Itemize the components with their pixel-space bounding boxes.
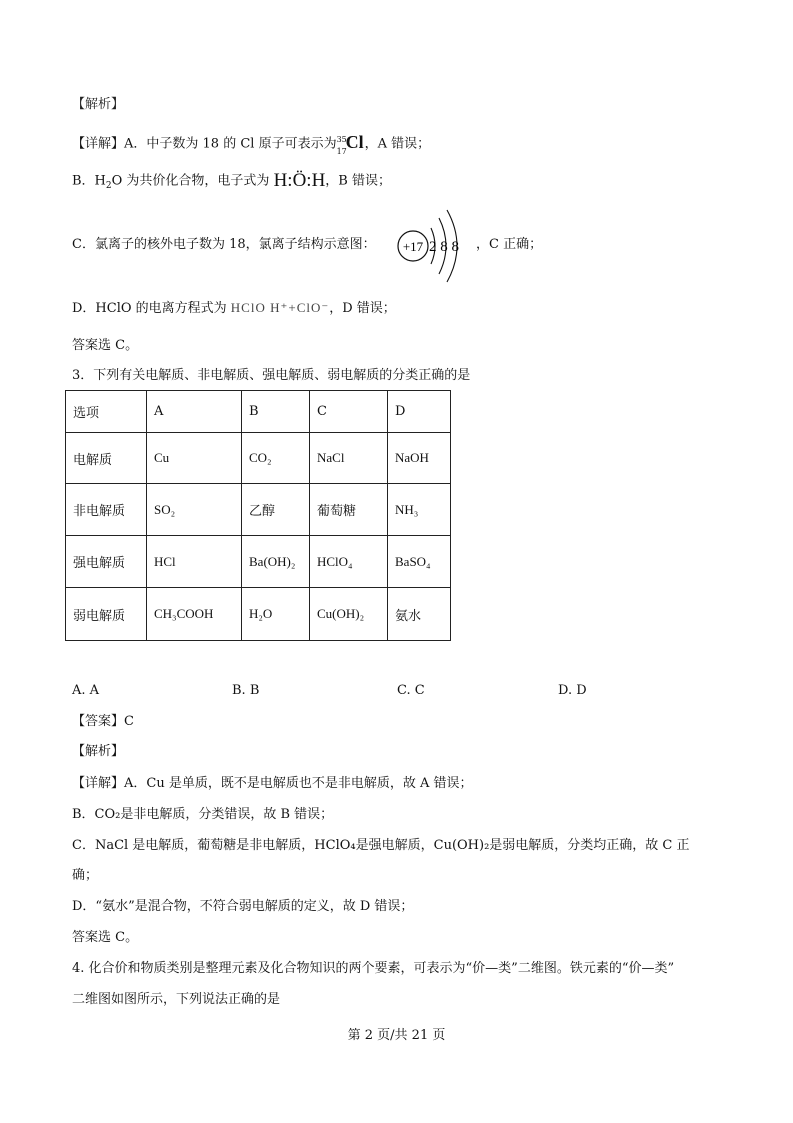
table-cell: Cu(OH)₂ [310,588,388,641]
table-cell: Cu [147,433,242,484]
table-cell: CH₃COOH [147,588,242,641]
choice-c[interactable]: C. C [397,683,425,698]
q2-d-prefix: D．HClO 的电离方程式为 [72,301,227,316]
q3-answer-line: 【答案】C [72,714,134,729]
table-header-row [66,391,451,433]
table-cell: A [147,391,242,433]
choice-d[interactable]: D. D [558,683,587,698]
q2-detail-b [72,172,391,195]
q2-detail-d [72,299,396,318]
analysis-label: 【解析】 [72,97,125,112]
classification-table [65,390,451,641]
table-row [66,588,451,641]
hclo-ionization-equation: HClO H⁺+ClO⁻ [230,300,330,315]
q3-choices [72,683,632,701]
table-cell: C [310,391,388,433]
q2-c-prefix: C．氯离子的核外电子数为 18，氯离子结构示意图： [72,237,376,252]
q3-detail-a: 【详解】A．Cu 是单质，既不是电解质也不是非电解质，故 A 错误； [72,776,473,791]
page-footer: 第 2 页/共 21 页 [347,1028,446,1043]
q3-detail-c-line1: C．NaCl 是电解质，葡萄糖是非电解质，HClO₄是强电解质，Cu(OH)₂是弱电解质，分类均正确，故 C 正 [72,838,690,853]
table-row [66,433,451,484]
nucleus-charge: +17 [402,239,424,254]
q2-b-suffix: ，B 错误； [325,173,391,189]
table-cell: H₂O [242,588,310,641]
q3-detail-b: B．CO₂是非电解质，分类错误，故 B 错误； [72,807,334,822]
q3-analysis-label: 【解析】 [72,744,125,759]
q3-stem: 3．下列有关电解质、非电解质、强电解质、弱电解质的分类正确的是 [72,368,471,383]
table-row [66,484,451,536]
element-symbol: Cl [345,132,364,152]
q2-b-sub: 2 [105,181,112,192]
table-cell: 氨水 [388,588,451,641]
chlorine-isotope [337,133,365,155]
q2-b-mid: O 为共价化合物，电子式为 [111,173,270,189]
chloride-ion-structure-diagram [393,208,473,284]
table-cell: BaSO₄ [388,536,451,588]
table-cell: B [242,391,310,433]
q2-a-text: 【详解】A．中子数为 18 的 Cl 原子可表示为 [72,136,337,152]
table-cell: 乙醇 [242,484,310,536]
table-cell: D [388,391,451,433]
table-cell: NH₃ [388,484,451,536]
choice-b[interactable]: B. B [232,683,260,698]
q2-answer: 答案选 C。 [72,338,139,353]
shell-electrons: 2 8 8 [429,239,459,255]
table-row [66,536,451,588]
q2-detail-a [72,133,430,155]
table-cell: 葡萄糖 [310,484,388,536]
mass-number: 35 [336,135,347,144]
table-cell: 弱电解质 [66,588,147,641]
q3-detail-c-line2: 确； [72,868,99,883]
table-cell: SO₂ [147,484,242,536]
q4-stem-line2: 二维图如图所示，下列说法正确的是 [72,992,281,1007]
table-cell: NaOH [388,433,451,484]
q3-detail-d: D．“氨水”是混合物，不符合弱电解质的定义，故 D 错误； [72,899,414,914]
q3-answer: 答案选 C。 [72,930,139,945]
table-cell: 电解质 [66,433,147,484]
water-electron-formula: H:Ö:H [273,170,326,191]
table-cell: HClO₄ [310,536,388,588]
q2-c-suffix: ，C 正确； [476,237,543,252]
table-cell: NaCl [310,433,388,484]
table-cell: HCl [147,536,242,588]
table-cell: 强电解质 [66,536,147,588]
q2-a-suffix: ，A 错误； [364,136,431,152]
choice-a[interactable]: A. A [72,683,100,698]
q2-d-suffix: ，D 错误； [329,301,396,316]
q2-b-prefix: B．H [72,173,106,189]
q2-detail-c [72,236,376,254]
table-cell: 非电解质 [66,484,147,536]
table-cell: Ba(OH)₂ [242,536,310,588]
table-cell: 选项 [66,391,147,433]
atomic-number: 17 [336,147,347,156]
table-cell: CO₂ [242,433,310,484]
q4-stem-line1: 4. 化合价和物质类别是整理元素及化合物知识的两个要素，可表示为“价—类”二维图。铁元素的“价—类” [72,961,675,976]
